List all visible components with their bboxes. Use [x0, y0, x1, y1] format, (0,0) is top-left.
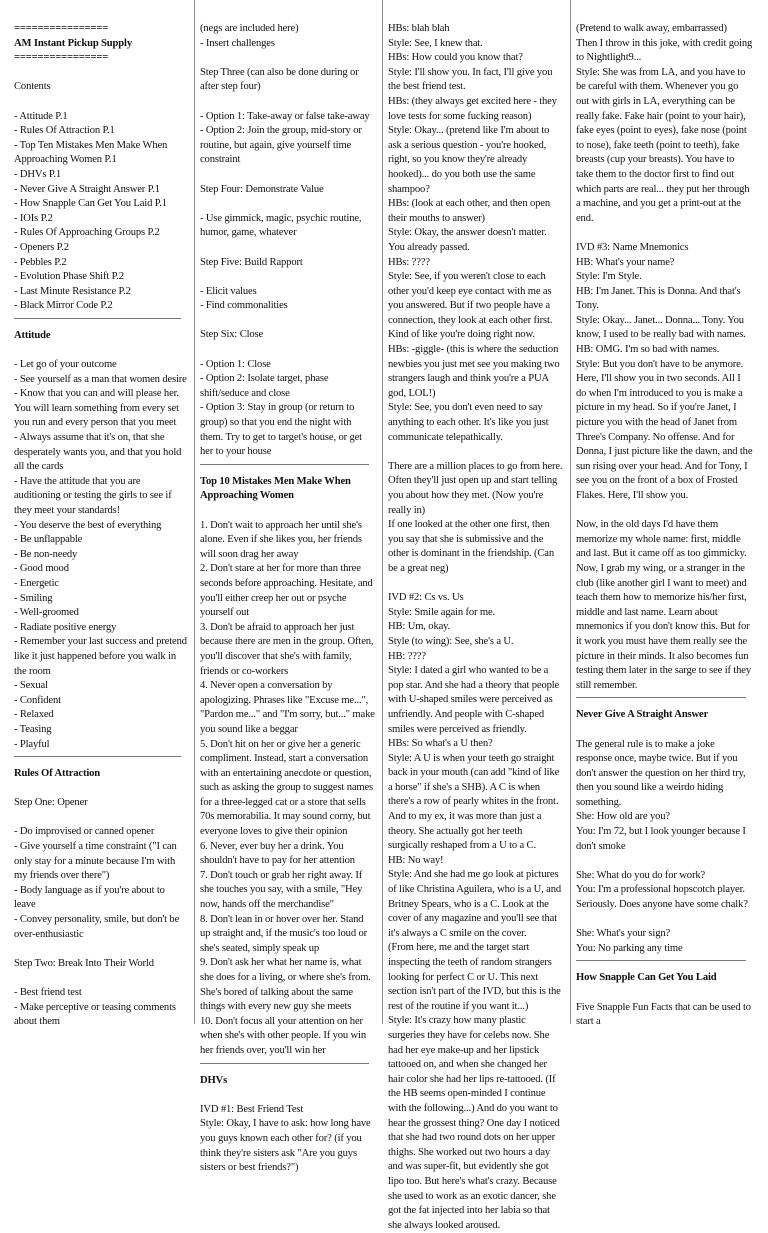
example-1 — [576, 810, 753, 854]
column-3 — [388, 22, 564, 1231]
column-4 — [576, 22, 753, 1028]
attitude-item: - Let go of your outcome — [14, 359, 117, 371]
contents-item: - How Snapple Can Get You Laid P.1 — [14, 198, 167, 210]
mistake-item: 9. Don't ask her what her name is, what she does for a living, or where she's from. She's bored of talking about the same things with every new guy she meets — [200, 957, 371, 1013]
column-divider — [570, 0, 571, 1024]
snapple-heading: How Snapple Can Get You Laid — [576, 972, 717, 984]
attitude-item: - Relaxed — [14, 709, 54, 721]
contents-item: - IOIs P.2 — [14, 212, 53, 224]
dhvs-heading: DHVs — [200, 1074, 228, 1086]
dialog-line: Then I throw in this joke, with credit going to Nightlight9... — [576, 37, 753, 64]
dialog-line: Style: See, if you weren't close to each other you'd keep eye contact with me as you answered. But if two people have a connection, they look at each other first. Kind of like you're doing right now. — [388, 271, 553, 341]
step-two-heading: Step Two: Break Into Their World — [14, 957, 154, 969]
mistake-item: 1. Don't wait to approach her until she's alone. Even if she likes you, her friends will soon drag her away — [200, 519, 362, 560]
dialog-line: Style: Okay... (pretend like I'm about to ask a serious question - you're hooked, right, so you know they're already hooked)... do you both use the same shampoo? — [388, 125, 550, 195]
column-divider — [382, 0, 383, 1024]
dialog-line: HBs: So what's a U then? — [388, 738, 493, 750]
contents-item: - Rules Of Attraction P.1 — [14, 125, 115, 137]
dialog-line: Style: Okay, I have to ask: how long have you guys known each other for? (if you think they're sisters ask "Are you guys sisters or best friends?") — [200, 1118, 371, 1174]
contents-item: - Never Give A Straight Answer P.1 — [14, 183, 160, 195]
section-divider — [14, 756, 181, 757]
attitude-item: - Be non-needy — [14, 548, 78, 560]
section-divider — [576, 697, 746, 698]
example-line: You: No parking any time — [576, 942, 683, 954]
dialog-line: Style: I'll show you. In fact, I'll give you the best friend test. — [388, 66, 553, 93]
step-item: - Option 1: Take-away or false take-away — [200, 110, 370, 122]
document-title: AM Instant Pickup Supply — [14, 37, 132, 49]
contents-item: - Last Minute Resistance P.2 — [14, 285, 131, 297]
step-item: - Best friend test — [14, 987, 82, 998]
dialog-line: HBs: (they always get excited here - they love tests for some fucking reason) — [388, 95, 557, 122]
dialog-line: Style: Okay, the answer doesn't matter. You already passed. — [388, 227, 547, 253]
step-item: - Give yourself a time constraint ("I can only stay for a minute because I'm with my friends over there") — [14, 841, 177, 882]
dialog-line: HBs: (look at each other, and then open their mouths to answer) — [388, 198, 550, 224]
example-line: You: I'm 72, but I look younger because I don't smoke — [576, 826, 746, 852]
straight-answer-intro: The general rule is to make a joke response once, maybe twice. But if you don't answer the question on her third try, then you sound like a weirdo hiding something. — [576, 738, 746, 808]
section-divider — [14, 318, 181, 319]
section-divider — [576, 960, 746, 961]
dialog-line: HBs: blah blah — [388, 23, 450, 34]
column-1 — [14, 22, 188, 1028]
dialog-line: Style: I'm Style. — [576, 271, 642, 283]
step-three-list — [200, 110, 376, 168]
step-item: - Elicit values — [200, 285, 257, 297]
ivd3-after: Now, in the old days I'd have them memorize my whole name: first, middle and last. But it came off as too gimmicky. Now, I grab my wing, or a stranger in the club (like another girl I want to meet) and teach them how to memorize his/her first, middle and last name. Learn about mnemonics if you don't know this. But for it work you must have them really see the picture in their minds. It also becomes fun testing them later in the sarge to see if they still remember. — [576, 519, 752, 691]
dialog-line: (Pretend to walk away, embarrassed) — [576, 23, 727, 34]
attitude-item: - You deserve the best of everything — [14, 519, 162, 531]
mistake-item: 6. Never, ever buy her a drink. You shouldn't have to pay for her attention — [200, 840, 355, 867]
example-line: She: How old are you? — [576, 811, 670, 823]
mistake-item: 3. Don't be afraid to approach her just because there are men in the group. Often, you'll discover that she's with family, friends or co-workers — [200, 621, 374, 677]
contents-item: - Top Ten Mistakes Men Make When Approaching Women P.1 — [14, 139, 168, 166]
step-item: - Make perceptive or teasing comments about them — [14, 1001, 176, 1028]
contents-item: - Evolution Phase Shift P.2 — [14, 271, 124, 283]
dialog-line: HB: Um, okay. — [388, 621, 451, 633]
attitude-item: - Good mood — [14, 563, 69, 575]
step-item: - Insert challenges — [200, 37, 275, 49]
section-divider — [200, 464, 369, 465]
attitude-item: - Smiling — [14, 592, 53, 604]
step-two-list — [14, 986, 188, 1030]
dialog-line: HB: What's your name? — [576, 256, 675, 268]
attitude-item: - Radiate positive energy — [14, 621, 117, 633]
contents-item: - Rules Of Approaching Groups P.2 — [14, 227, 160, 239]
dialog-line: (From here, me and the target start inspecting the teeth of random strangers looking for perfect C or U. This next section isn't part of the IVD, but this is the rest of the routine if you want it...) — [388, 942, 561, 1012]
dialog-line: HB: OMG. I'm so bad with names. — [576, 344, 720, 356]
ivd3-title: IVD #3: Name Mnemonics — [576, 241, 689, 253]
attitude-item: - Confident — [14, 694, 61, 706]
attitude-list — [14, 358, 188, 752]
contents-item: - Black Mirror Code P.2 — [14, 300, 113, 312]
step-item: - Option 2: Isolate target, phase shift/seduce and close — [200, 373, 329, 399]
title-divider: ================ — [14, 52, 109, 64]
dialog-line: Style: And she had me go look at pictures of like Christina Aguilera, who is a U, and Britney Spears, who is a C. Look at the cover of any magazine and you'll see that it's always a C smile on the cover. — [388, 869, 562, 939]
dialog-line: Style: She was from LA, and you have to be careful with them. Whenever you go out with girls in LA, everything can be really fake. Fake hair (point to your hair), fake eyes (point to eyes), fake nose (point to nose), fake teeth (point to teeth), fake breasts (cup your breasts). You have to take them to the doctor first to find out which parts are real... they put her through a machine, and you get a print-out at the end. — [576, 66, 750, 224]
ivd2-dialog-b — [576, 22, 753, 226]
dialog-line: Style: See, I knew that. — [388, 37, 483, 49]
step-item: - Convey personality, smile, but don't be over-enthusiastic — [14, 914, 180, 940]
example-3 — [576, 927, 753, 956]
step-one-list — [14, 825, 188, 942]
straight-answer-heading: Never Give A Straight Answer — [576, 709, 709, 721]
contents-heading: Contents — [14, 81, 51, 93]
attitude-item: - Teasing — [14, 723, 52, 735]
step-four-heading: Step Four: Demonstrate Value — [200, 183, 324, 195]
dialog-line: HBs: -giggle- (this is where the seduction newbies you just met see you making two strangers laugh and think you're a PUA god, LOL!) — [388, 344, 560, 399]
step-two-list-cont — [200, 22, 376, 51]
column-2 — [200, 22, 376, 1174]
dialog-line: Style: It's crazy how many plastic surgeries they have for celebs now. She had her eye make-up and her lipstick tattooed on, and when she changed her hair color she had her lips re-tattooed. (If the HB seems open-minded I continue with the following...) And do you want to hear the grossest thing? One day I noticed that she had two round dots on her upper thighs. She worked out two hours a day and was super-fit, but evidently she got lipo too. But here's what's crazy. Because she used to work as an exotic dancer, she got the fat injected into her labia so that she always looked aroused. — [388, 1015, 560, 1231]
contents-list — [14, 110, 188, 314]
example-line: She: What do you do for work? — [576, 869, 706, 881]
ivd3-dialog — [576, 256, 753, 504]
dialog-line: HB: I'm Janet. This is Donna. And that's Tony. — [576, 285, 741, 312]
mistakes-heading: Top 10 Mistakes Men Make When Approaching Women — [200, 475, 351, 502]
ivd1-after — [388, 460, 564, 577]
attitude-item: - Well-groomed — [14, 607, 79, 619]
column-divider — [194, 0, 195, 1024]
attitude-item: - Playful — [14, 738, 50, 750]
step-item: - Option 1: Close — [200, 358, 271, 370]
attitude-item: - Always assume that it's on, that she desperately wants you, and that you hold all the cards — [14, 432, 182, 473]
step-item: (negs are included here) — [200, 23, 299, 34]
step-item: - Body language as if you're about to leave — [14, 884, 165, 911]
contents-item: - Pebbles P.2 — [14, 256, 67, 268]
step-six-heading: Step Six: Close — [200, 329, 264, 341]
ivd2-title: IVD #2: Cs vs. Us — [388, 592, 464, 604]
step-item: - Use gimmick, magic, psychic routine, humor, game, whatever — [200, 212, 362, 239]
attitude-item: - See yourself as a man that women desire — [14, 373, 187, 385]
ivd1-title: IVD #1: Best Friend Test — [200, 1103, 304, 1115]
title-divider: ================ — [14, 23, 109, 34]
mistake-item: 8. Don't lean in or hover over her. Stand up straight and, if the music's too loud or she's seated, simply speak up — [200, 913, 367, 954]
step-five-heading: Step Five: Build Rapport — [200, 256, 303, 268]
contents-item: - Attitude P.1 — [14, 110, 68, 122]
step-six-list — [200, 358, 376, 460]
dialog-line: Style: See, you don't even need to say anything to each other. It's like you just communicate telepathically. — [388, 402, 549, 443]
rules-heading: Rules Of Attraction — [14, 768, 101, 780]
dialog-line: Style (to wing): See, she's a U. — [388, 635, 514, 647]
attitude-item: - Have the attitude that you are auditioning or testing the girls to see if they meet your standards! — [14, 475, 172, 516]
step-item: - Option 3: Stay in group (or return to group) so that you end the night with them. Try to get to target's house, or get her to your house — [200, 402, 362, 458]
mistake-item: 5. Don't hit on her or give her a generic compliment. Instead, start a conversation with an entertaining anecdote or question, such as asking the group to suggest names for a three-legged cat or a store that sells 70s memorabilia. It may sound corny, but everyone loves to give their opinion — [200, 738, 374, 838]
contents-item: - DHVs P.1 — [14, 168, 62, 180]
mistake-item: 2. Don't stare at her for more than three seconds before approaching. Hesitate, and you'll either creep her out or psyche yourself out — [200, 563, 373, 619]
paragraph: If one looked at the other one first, then you say that she is submissive and the other is dominant in the friendship. (Can be a great neg) — [388, 519, 554, 574]
dialog-line: Style: Smile again for me. — [388, 606, 496, 618]
dialog-line: Style: A U is when your teeth go straight back in your mouth (can add "kind of like a horse" if she's a SHB). A C is when there's a row of pearly whites in the front. And to my ex, it was more than just a theory. She actually got her teeth surgically reshaped from a U to a C. — [388, 752, 560, 852]
example-2 — [576, 869, 753, 913]
attitude-heading: Attitude — [14, 329, 51, 341]
step-one-heading: Step One: Opener — [14, 797, 88, 809]
attitude-item: - Energetic — [14, 577, 59, 589]
ivd1-dialog-b — [388, 22, 564, 445]
dialog-line: Style: But you don't have to be anymore. Here, I'll show you in two seconds. All I do when I'm introduced to you is make a picture in my head. So if you're Janet, I picture you with the head of Janet from Three's Company. No offense. And for Donna, I just picture like the dawn, and the sun rising over your head. And for Tony, I see you on the front of a box of Frosted Flakes. Here, I'll show you. — [576, 358, 753, 501]
contents-item: - Openers P.2 — [14, 241, 69, 253]
step-item: - Do improvised or canned opener — [14, 826, 155, 838]
attitude-item: - Know that you can and will please her. You will learn something from every set you run and every person that you meet — [14, 388, 179, 429]
ivd2-dialog-a — [388, 606, 564, 1233]
dialog-line: HBs: How could you know that? — [388, 52, 523, 64]
dialog-line: Style: I dated a girl who wanted to be a pop star. And she had a theory that people with U-shaped smiles were perceived as unfriendly. And people with C-shaped smiles were perceived as friendly. — [388, 665, 560, 735]
step-item: - Option 2: Join the group, mid-story or routine, but again, give yourself time constraint — [200, 125, 362, 166]
step-three-heading: Step Three (can also be done during or after step four) — [200, 66, 359, 93]
attitude-item: - Sexual — [14, 680, 48, 692]
step-four-list — [200, 212, 376, 241]
example-line: She: What's your sign? — [576, 928, 671, 940]
mistake-item: 4. Never open a conversation by apologizing. Phrases like "Excuse me...", "Pardon me..." and "I'm sorry, but..." make you sound like a beggar — [200, 680, 375, 735]
dialog-line: HBs: ???? — [388, 256, 430, 268]
step-item: - Find commonalities — [200, 300, 288, 312]
mistakes-list — [200, 519, 376, 1059]
step-five-list — [200, 285, 376, 314]
paragraph: There are a million places to go from here. Often they'll just open up and start telling you about how they met. (Now you're really in) — [388, 460, 563, 516]
dialog-line: HB: No way! — [388, 854, 444, 866]
example-line: You: I'm a professional hopscotch player. Seriously. Does anyone have some chalk? — [576, 884, 748, 911]
ivd1-dialog-a — [200, 1117, 376, 1175]
attitude-item: - Remember your last success and pretend like it just happened before you walk in the room — [14, 636, 187, 677]
attitude-item: - Be unflappable — [14, 534, 83, 546]
section-divider — [200, 1063, 369, 1064]
dialog-line: Style: Okay... Janet... Donna... Tony. You know, I used to be really bad with names. — [576, 314, 746, 341]
snapple-intro: Five Snapple Fun Facts that can be used to start a — [576, 1001, 751, 1028]
mistake-item: 7. Don't touch or grab her right away. If she touches you say, with a smile, "Hey now, hands off the merchandise" — [200, 869, 363, 911]
mistake-item: 10. Don't focus all your attention on her when she's with other people. If you win her friends over, you'll win her — [200, 1015, 366, 1056]
dialog-line: HB: ???? — [388, 650, 426, 662]
